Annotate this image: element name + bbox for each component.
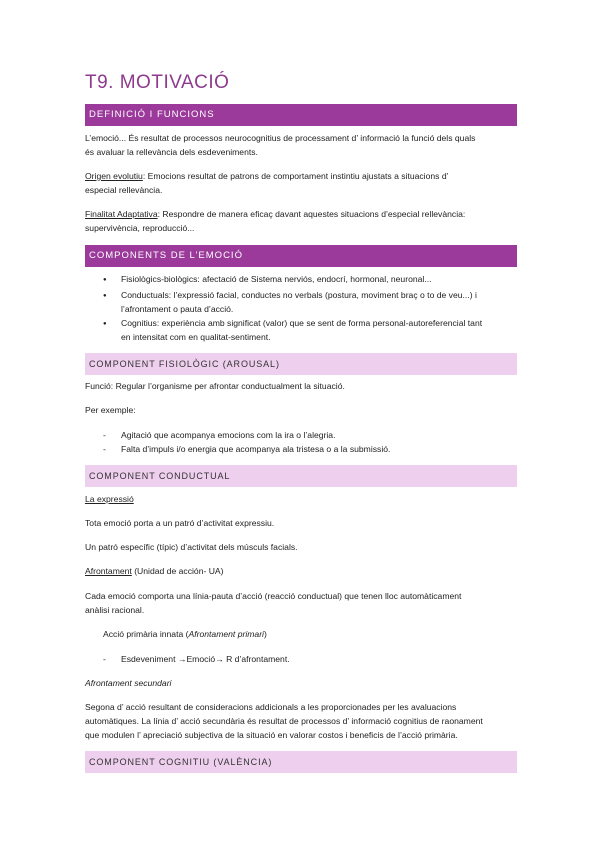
section-heading-components: COMPONENTS DE L’EMOCIÓ (85, 245, 517, 267)
paragraph-emocio (85, 131, 517, 159)
bullet-icon: ● (103, 321, 107, 327)
list-item-line: l’afrontament o pauta d’acció. (121, 304, 234, 314)
accio-text: Acció primària innata ( (103, 629, 189, 639)
section-heading-conductual: COMPONENT CONDUCTUAL (85, 465, 517, 487)
paragraph-line: automàtiques. La línia d’ acció secundària és resultat de processos d’ informació cognitius de raonament (85, 716, 483, 726)
bullet-icon: ● (103, 277, 107, 283)
list-item: Esdeveniment →Emoció→ R d’afrontament. (121, 654, 290, 664)
list-item: Falta d’impuls i/o energia que acompanya ala tristesa o a la submissió. (121, 444, 391, 454)
list-item: Agitació que acompanya emocions com la ira o l’alegria. (121, 430, 336, 440)
bullet-icon: ● (103, 293, 107, 299)
paragraph-funcio: Funció: Regular l’organisme per afrontar conductualment la situació. (85, 381, 345, 391)
section-heading-cognitiu: COMPONENT COGNITIU (VALÈNCIA) (85, 751, 517, 773)
paragraph-origen (85, 169, 517, 197)
origen-label: Origen evolutiu (85, 171, 143, 181)
paragraph (85, 589, 517, 617)
paragraph-line: especial rellevància. (85, 185, 163, 195)
list-item-line: Cognitius: experiència amb significat (valor) que se sent de forma personal-autoreferencial tant (121, 318, 483, 328)
afrontament-note: (Unidad de acción- UA) (131, 566, 224, 576)
afrontament-label: Afrontament (85, 566, 132, 576)
paragraph-secundari (85, 700, 517, 742)
list-item-line: Conductuals: l’expressió facial, conductes no verbals (postura, moviment braç o to de veu...) i (121, 290, 477, 300)
paragraph-exemple: Per exemple: (85, 405, 136, 415)
paragraph-line: supervivència, reproducció... (85, 223, 195, 233)
paragraph-line: Segona d’ acció resultant de consideracions addicionals a les proporcionades per les avaluacions (85, 702, 457, 712)
paragraph-line: Cada emoció comporta una línia-pauta d’acció (reacció conductual) que tenen lloc automàticament (85, 591, 462, 601)
paragraph-line: : Emocions resultat de patrons de comportament instintiu ajustats a situacions d’ (142, 171, 449, 181)
paragraph: Tota emoció porta a un patró d’activitat expressiu. (85, 518, 275, 528)
dash-marker: - (103, 654, 106, 664)
subheading-secundari: Afrontament secundari (85, 678, 172, 688)
accio-italic: Afrontament primari (188, 629, 264, 639)
list-item: Fisiològics-biològics: afectació de Sistema nerviós, endocrí, hormonal, neuronal... (121, 274, 432, 284)
list-item (121, 316, 517, 344)
subheading-afrontament (85, 564, 517, 578)
paragraph-line: anàlisi racional. (85, 605, 145, 615)
paragraph-accio-primaria (103, 627, 517, 641)
paragraph-line: L’emoció... És resultat de processos neurocognitius de processament d’ informació la funció dels quals (85, 133, 476, 143)
page-title: T9. MOTIVACIÓ (85, 72, 230, 93)
dash-marker: - (103, 444, 106, 454)
section-heading-definicio: DEFINICIÓ I FUNCIONS (85, 104, 517, 126)
paragraph-line: és avaluar la rellevància dels esdeveniments. (85, 147, 258, 157)
paragraph-finalitat (85, 207, 517, 235)
dash-marker: - (103, 430, 106, 440)
paragraph: Un patró específic (típic) d’activitat dels músculs facials. (85, 542, 298, 552)
paragraph-line: que modulen l’ apreciació subjectiva de la situació en valorar costos i beneficis de l’acció primària. (85, 730, 458, 740)
finalitat-label: Finalitat Adaptativa (85, 209, 158, 219)
list-item-line: en intensitat com en qualitat-sentiment. (121, 332, 271, 342)
list-item (121, 288, 517, 316)
section-heading-fisiologic: COMPONENT FISIOLÒGIC (AROUSAL) (85, 353, 517, 375)
paragraph-line: : Respondre de manera eficaç davant aquestes situacions d’especial rellevància: (157, 209, 466, 219)
accio-close: ) (263, 629, 267, 639)
subheading-expressio: La expressió (85, 494, 134, 504)
